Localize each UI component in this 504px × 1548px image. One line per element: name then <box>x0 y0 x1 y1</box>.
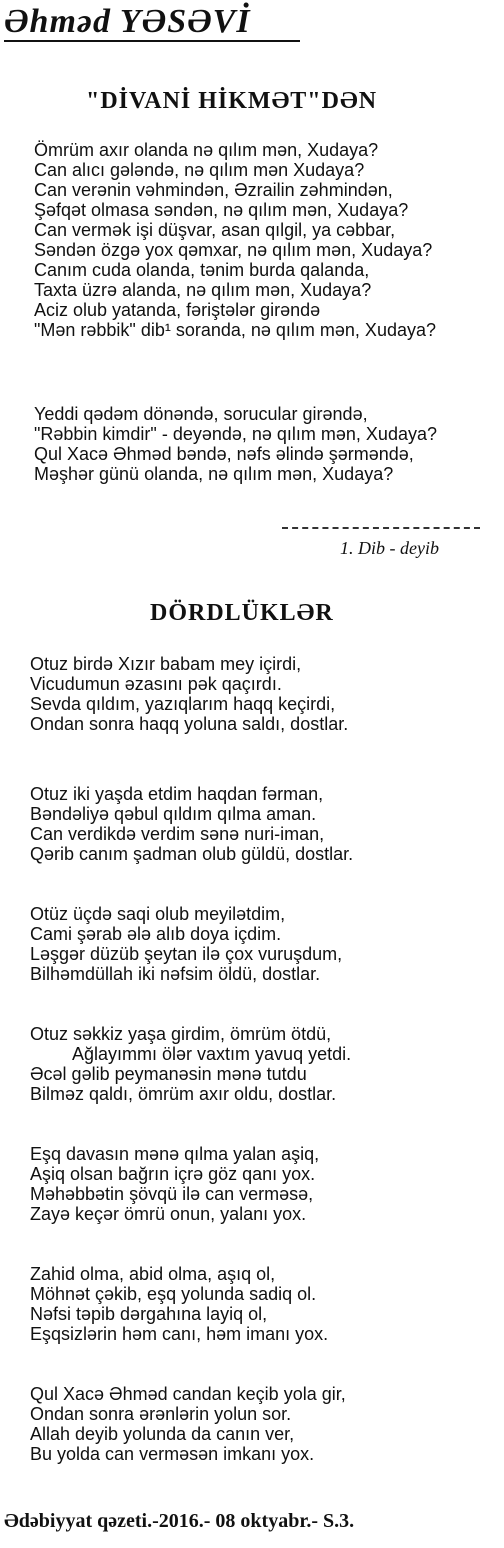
dordluk-stanza-3 <box>30 904 342 984</box>
poem-line: Səndən özgə yox qəmxar, nə qılım mən, Xudaya? <box>34 240 433 260</box>
footnote: 1. Dib - deyib <box>340 538 439 558</box>
poem-line: Can vermək işi düşvar, asan qılgil, ya cəbbar, <box>34 220 396 240</box>
dordluk-stanza-5 <box>30 1144 319 1224</box>
poem-line: Zahid olma, abid olma, aşıq ol, <box>30 1264 276 1284</box>
poem-line: Qul Xacə Əhməd candan keçib yola gir, <box>30 1384 346 1404</box>
poem-line: Ondan sonra haqq yoluna saldı, dostlar. <box>30 714 349 734</box>
poem-line: Bu yolda can verməsən imkanı yox. <box>30 1444 315 1464</box>
poem-line: Məşhər günü olanda, nə qılım mən, Xudaya? <box>34 464 394 484</box>
author-name: Əhməd YƏSƏVİ <box>4 3 251 40</box>
poem-line: Məhəbbətin şövqü ilə can verməsə, <box>30 1184 314 1204</box>
poem-line: Ləşgər düzüb şeytan ilə çox vuruşdum, <box>30 944 343 964</box>
poem-line: Ağlayımmı ölər vaxtım yavuq yetdi. <box>72 1044 352 1064</box>
poem-line: Nəfsi təpib dərgahına layiq ol, <box>30 1304 268 1324</box>
section-title-dordlukler: DÖRDLÜKLƏR <box>150 600 334 626</box>
poem-line: Otuz səkkiz yaşa girdim, ömrüm ötdü, <box>30 1024 332 1044</box>
divani-stanza-1 <box>34 140 436 340</box>
poem-line: Sevda qıldım, yazıqlarım haqq keçirdi, <box>30 694 336 714</box>
poem-line: Can alıcı gələndə, nə qılım mən Xudaya? <box>34 160 365 180</box>
poem-line: Allah deyib yolunda da canın ver, <box>30 1424 295 1444</box>
poem-line: Can verənin vəhmindən, Əzrailin zəhmindən, <box>34 180 393 200</box>
section-title-divani: "DİVANİ HİKMƏT"DƏN <box>86 88 378 114</box>
poem-line: Yeddi qədəm dönəndə, sorucular girəndə, <box>34 404 368 424</box>
poem-line: Vicudumun əzasını pək qaçırdı. <box>30 674 282 694</box>
dordluk-stanza-4 <box>30 1024 351 1104</box>
poem-line: Şəfqət olmasa səndən, nə qılım mən, Xudaya? <box>34 200 409 220</box>
poem-line: Bəndəliyə qəbul qıldım qılma aman. <box>30 804 317 824</box>
dordluk-stanza-6 <box>30 1264 328 1344</box>
poem-line: Bilhəmdüllah iki nəfsim öldü, dostlar. <box>30 964 321 984</box>
poem-line: Möhnət çəkib, eşq yolunda sadiq ol. <box>30 1284 317 1304</box>
poem-line: Cami şərab ələ alıb doya içdim. <box>30 924 282 944</box>
poem-line: Otuz iki yaşda etdim haqdan fərman, <box>30 784 324 804</box>
poem-line: Eşq davasın mənə qılma yalan aşiq, <box>30 1144 320 1164</box>
divani-stanza-2 <box>34 404 437 484</box>
poem-line: Eşqsizlərin həm canı, həm imanı yox. <box>30 1324 329 1344</box>
poem-line: Otuz birdə Xızır babam mey içirdi, <box>30 654 302 674</box>
footnote-divider <box>282 527 480 529</box>
poem-line: Ömrüm axır olanda nə qılım mən, Xudaya? <box>34 140 379 160</box>
poem-line: Canım cuda olanda, tənim burda qalanda, <box>34 260 370 280</box>
poem-line: Aciz olub yatanda, fəriştələr girəndə <box>34 300 321 320</box>
poem-line: Qul Xacə Əhməd bəndə, nəfs əlində şərməndə, <box>34 444 414 464</box>
source-citation: Ədəbiyyat qəzeti.-2016.- 08 oktyabr.- S.3. <box>4 1510 355 1532</box>
author-underline <box>4 40 300 42</box>
poem-line: Ondan sonra ərənlərin yolun sor. <box>30 1404 292 1424</box>
poem-line: Taxta üzrə alanda, nə qılım mən, Xudaya? <box>34 280 372 300</box>
poem-line: Can verdikdə verdim sənə nuri-iman, <box>30 824 325 844</box>
poem-line: Qərib canım şadman olub güldü, dostlar. <box>30 844 354 864</box>
poem-line: Aşiq olsan bağrın içrə göz qanı yox. <box>30 1164 316 1184</box>
poem-line: Əcəl gəlib peymanəsin mənə tutdu <box>30 1064 307 1084</box>
dordluk-stanza-7 <box>30 1384 346 1464</box>
poem-line: Zayə keçər ömrü onun, yalanı yox. <box>30 1204 307 1224</box>
dordluk-stanza-1 <box>30 654 348 734</box>
poem-line: Bilməz qaldı, ömrüm axır oldu, dostlar. <box>30 1084 337 1104</box>
poem-line: "Rəbbin kimdir" - deyəndə, nə qılım mən, Xudaya? <box>34 424 437 444</box>
dordluk-stanza-2 <box>30 784 353 864</box>
poem-line: Otüz üçdə saqi olub meyilətdim, <box>30 904 286 924</box>
poem-line: "Mən rəbbik" dib¹ soranda, nə qılım mən, Xudaya? <box>34 320 436 340</box>
